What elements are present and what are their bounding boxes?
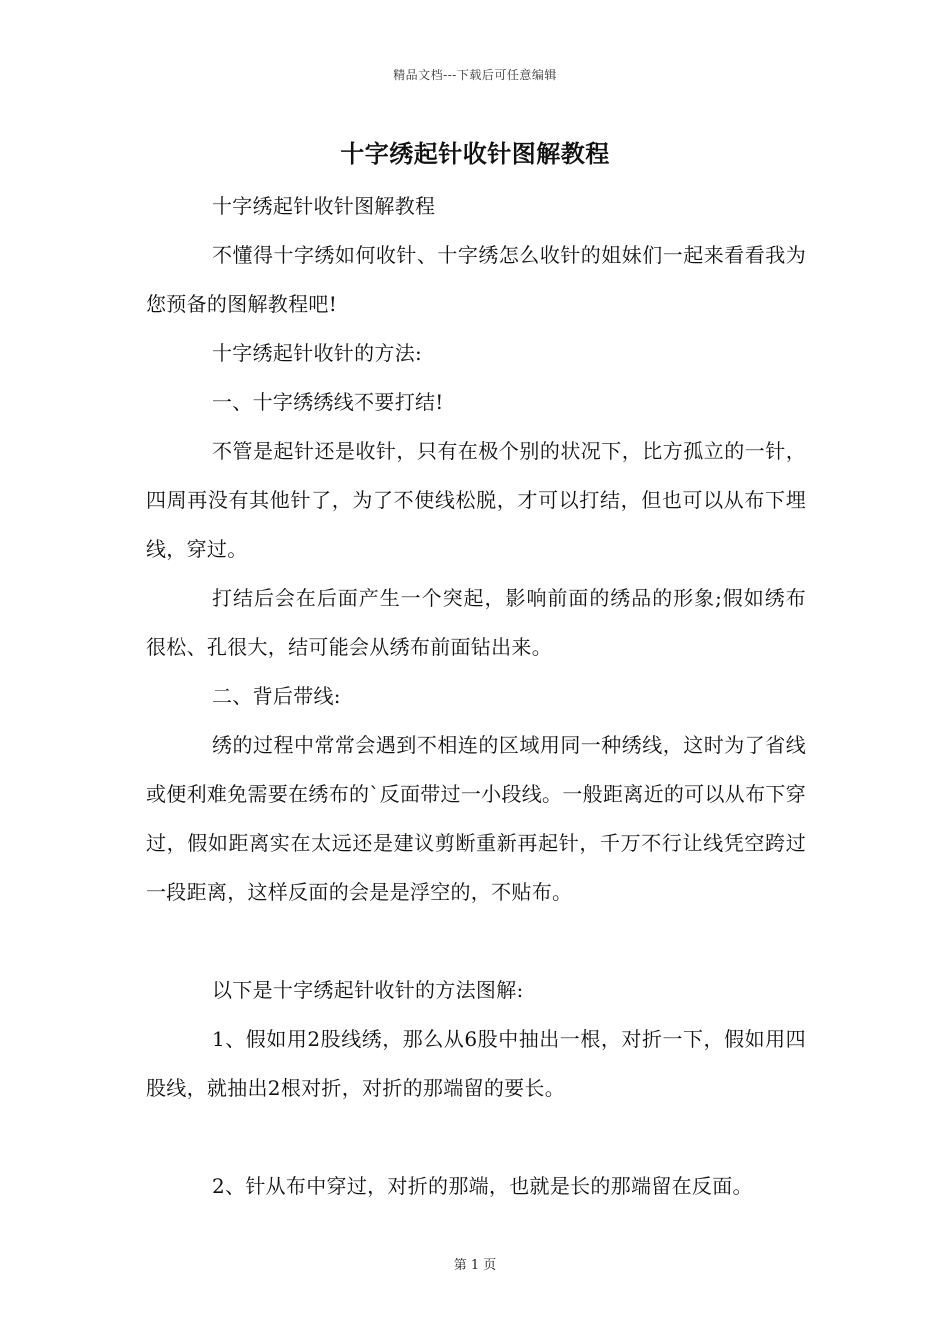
paragraph-intro: 不懂得十字绣如何收针、十字绣怎么收针的姐妹们一起来看看我为您预备的图解教程吧! <box>146 243 806 316</box>
paragraph-section-one-note: 打结后会在后面产生一个突起，影响前面的绣品的形象;假如绣布很松、孔很大，结可能会从绣布前面钻出来。 <box>146 586 806 659</box>
paragraph-illustration-heading: 以下是十字绣起针收针的方法图解: <box>212 978 524 1002</box>
paragraph-section-one-heading: 一、十字绣绣线不要打结! <box>212 390 444 414</box>
document-title: 十字绣起针收针图解教程 <box>340 139 610 168</box>
paragraph-step-two: 2、针从布中穿过，对折的那端，也就是长的那端留在反面。 <box>212 1174 753 1198</box>
paragraph-method-heading: 十字绣起针收针的方法: <box>212 341 423 365</box>
paragraph-section-two-heading: 二、背后带线: <box>212 684 341 708</box>
paragraph-section-two-text: 绣的过程中常常会遇到不相连的区域用同一种绣线，这时为了省线或便利难免需要在绣布的`反面带过一小段线。一般距离近的可以从布下穿过，假如距离实在太远还是建议剪断重新再起针，千万不行让线凭空跨过一段距离，这样反面的会是是浮空的，不贴布。 <box>146 733 806 904</box>
paragraph-section-one-text: 不管是起针还是收针，只有在极个别的状况下，比方孤立的一针，四周再没有其他针了，为了不使线松脱，才可以打结，但也可以从布下埋线，穿过。 <box>146 439 806 561</box>
paragraph-step-one: 1、假如用2股线绣，那么从6股中抽出一根，对折一下，假如用四股线，就抽出2根对折，对折的那端留的要长。 <box>146 1027 806 1100</box>
page-header: 精品文档---下载后可任意编辑 <box>393 68 557 82</box>
page-number: 第 1 页 <box>453 1258 497 1273</box>
paragraph-subtitle: 十字绣起针收针图解教程 <box>212 194 436 218</box>
document-body <box>146 182 806 1211</box>
